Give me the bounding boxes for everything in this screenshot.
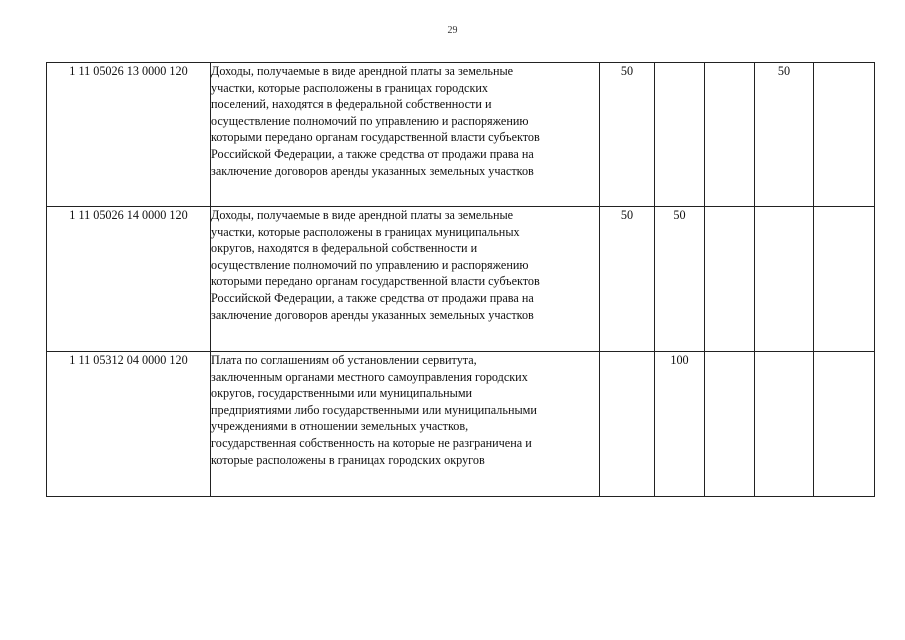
description-line: осуществление полномочий по управлению и распоряжению <box>211 113 529 128</box>
value-cell-4 <box>755 207 814 352</box>
description-cell <box>211 63 600 207</box>
description-line: заключенным органами местного самоуправления городских <box>211 369 528 384</box>
description-line: заключение договоров аренды указанных земельных участков <box>211 307 534 322</box>
budget-code-cell: 1 11 05026 13 0000 120 <box>47 63 211 207</box>
revenue-code-table <box>46 62 875 497</box>
description-line: Плата по соглашениям об установлении сервитута, <box>211 353 477 367</box>
description-line: которые расположены в границах городских округов <box>211 452 485 467</box>
budget-code-cell: 1 11 05312 04 0000 120 <box>47 352 211 497</box>
description-line: которыми передано органам государственной власти субъектов <box>211 274 540 289</box>
value-cell-5 <box>814 63 875 207</box>
table-row <box>47 352 875 497</box>
page-number: 29 <box>447 25 458 36</box>
value-cell-1: 50 <box>600 207 655 352</box>
value-cell-3 <box>705 63 755 207</box>
value-cell-2 <box>655 63 705 207</box>
description-line: Доходы, получаемые в виде арендной платы за земельные <box>211 208 514 222</box>
description-cell <box>211 207 600 352</box>
description-line: участки, которые расположены в границах городских <box>211 80 488 95</box>
description-line: Доходы, получаемые в виде арендной платы за земельные <box>211 64 514 78</box>
table-row <box>47 63 875 207</box>
description-line: округов, находятся в федеральной собственности и <box>211 241 478 256</box>
value-cell-3 <box>705 352 755 497</box>
description-line: осуществление полномочий по управлению и распоряжению <box>211 257 529 272</box>
value-cell-5 <box>814 352 875 497</box>
description-line: предприятиями либо государственными или муниципальными <box>211 402 537 417</box>
description-line: Российской Федерации, а также средства от продажи права на <box>211 146 534 161</box>
description-line: участки, которые расположены в границах муниципальных <box>211 224 520 239</box>
table-row <box>47 207 875 352</box>
description-line: которыми передано органам государственной власти субъектов <box>211 130 540 145</box>
value-cell-5 <box>814 207 875 352</box>
value-cell-1 <box>600 352 655 497</box>
value-cell-4: 50 <box>755 63 814 207</box>
description-line: заключение договоров аренды указанных земельных участков <box>211 163 534 178</box>
description-line: округов, государственными или муниципальными <box>211 386 473 401</box>
value-cell-2: 100 <box>655 352 705 497</box>
description-line: поселений, находятся в федеральной собственности и <box>211 97 492 112</box>
budget-code-cell: 1 11 05026 14 0000 120 <box>47 207 211 352</box>
description-line: Российской Федерации, а также средства от продажи права на <box>211 290 534 305</box>
value-cell-4 <box>755 352 814 497</box>
value-cell-2: 50 <box>655 207 705 352</box>
value-cell-1: 50 <box>600 63 655 207</box>
value-cell-3 <box>705 207 755 352</box>
description-line: учреждениями в отношении земельных участков, <box>211 419 469 434</box>
description-line: государственная собственность на которые не разграничена и <box>211 435 532 450</box>
description-cell <box>211 352 600 497</box>
